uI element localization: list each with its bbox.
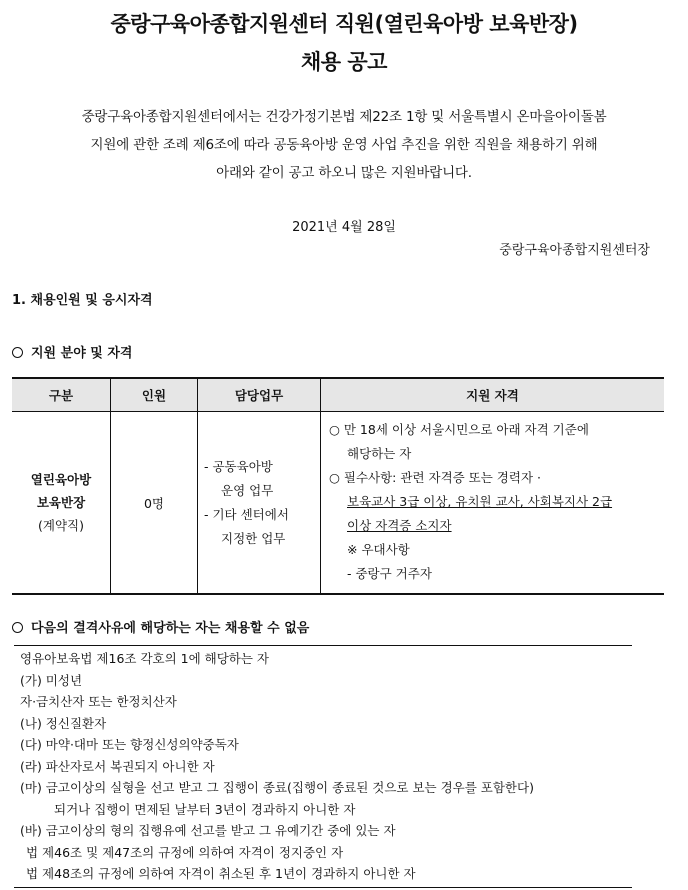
subsection-heading: [12, 342, 132, 361]
intro-line: 지원에 관한 조례 제6조에 따라 공동육아방 운영 사업 추진을 위한 직원을 채용하기 위해: [90, 137, 598, 153]
qualification-line: 해당하는 자: [347, 446, 412, 461]
category-main: 열린육아방: [30, 472, 92, 487]
disqualification-list: [14, 645, 632, 888]
table-header-row: [12, 378, 664, 412]
duties-cell: [198, 412, 321, 595]
category-cell: [12, 412, 111, 595]
issuer-name: 중랑구육아종합지원센터장: [499, 243, 650, 258]
list-item: 법 제46조 및 제47조의 규정에 의하여 자격이 정지중인 자: [26, 844, 344, 860]
notice-date: 2021년 4월 28일: [292, 220, 396, 235]
category-main: 보육반장: [36, 495, 86, 510]
subsection-label: 지원 분야 및 자격: [31, 346, 133, 361]
intro-line: 중랑구육아종합지원센터에서는 건강가정기본법 제22조 1항 및 서울특별시 온마을아이돌봄: [81, 109, 607, 125]
category-note: (계약직): [38, 518, 84, 533]
subsection-heading: [12, 617, 309, 636]
list-item: 되거나 집행이 면제된 날부터 3년이 경과하지 아니한 자: [54, 801, 356, 817]
circle-bullet-icon: [12, 347, 23, 358]
intro-line: 아래와 같이 공고 하오니 많은 지원바랍니다.: [216, 165, 472, 181]
duty-item: - 기타 센터에서: [204, 506, 289, 522]
list-item: (나) 정신질환자: [20, 715, 107, 731]
table-row: [12, 412, 664, 595]
qualifications-cell: [321, 412, 665, 595]
column-header: 인원: [111, 378, 198, 412]
qualification-line: 보육교사 3급 이상, 유치원 교사, 사회복지사 2급: [347, 494, 613, 509]
column-header: 지원 자격: [321, 378, 665, 412]
qualification-line: 이상 자격증 소지자: [347, 518, 452, 533]
column-header: 담당업무: [198, 378, 321, 412]
list-item: (라) 파산자로서 복권되지 아니한 자: [20, 758, 215, 774]
job-table: [12, 377, 664, 595]
list-item: 법 제48조의 규정에 의하여 자격이 취소된 후 1년이 경과하지 아니한 자: [26, 866, 416, 881]
circle-bullet-icon: [12, 622, 23, 633]
preference-item: - 중랑구 거주자: [347, 566, 432, 581]
list-item: 영유아보육법 제16조 각호의 1에 해당하는 자: [20, 651, 270, 666]
subsection-label: 다음의 결격사유에 해당하는 자는 채용할 수 없음: [31, 621, 310, 636]
list-item: 자·금치산자 또는 한정치산자: [20, 694, 177, 709]
list-item: (바) 금고이상의 형의 집행유예 선고를 받고 그 유예기간 중에 있는 자: [20, 823, 396, 838]
count-cell: 0명: [111, 412, 198, 595]
qualification-line: ○ 만 18세 이상 서울시민으로 아래 자격 기준에: [329, 422, 589, 437]
duty-item: 운영 업무: [221, 482, 274, 498]
preference-heading: ※ 우대사항: [347, 542, 410, 557]
section-heading: 1. 채용인원 및 응시자격: [12, 293, 153, 308]
duty-item: 지정한 업무: [221, 530, 286, 546]
list-item: (마) 금고이상의 실형을 선고 받고 그 집행이 종료(집행이 종료된 것으로 보는 경우를 포함한다): [20, 780, 534, 795]
intro-paragraph: [0, 103, 688, 187]
duty-item: - 공동육아방: [204, 458, 273, 474]
notice-subtitle: 채용 공고: [301, 50, 387, 74]
list-item: (다) 마약·대마 또는 향정신성의약중독자: [20, 737, 239, 752]
column-header: 구분: [12, 378, 111, 412]
list-item: (가) 미성년: [20, 672, 83, 688]
qualification-line: ○ 필수사항: 관련 자격증 또는 경력자 ·: [329, 470, 541, 485]
notice-title: 중랑구육아종합지원센터 직원(열린육아방 보육반장): [110, 12, 578, 36]
